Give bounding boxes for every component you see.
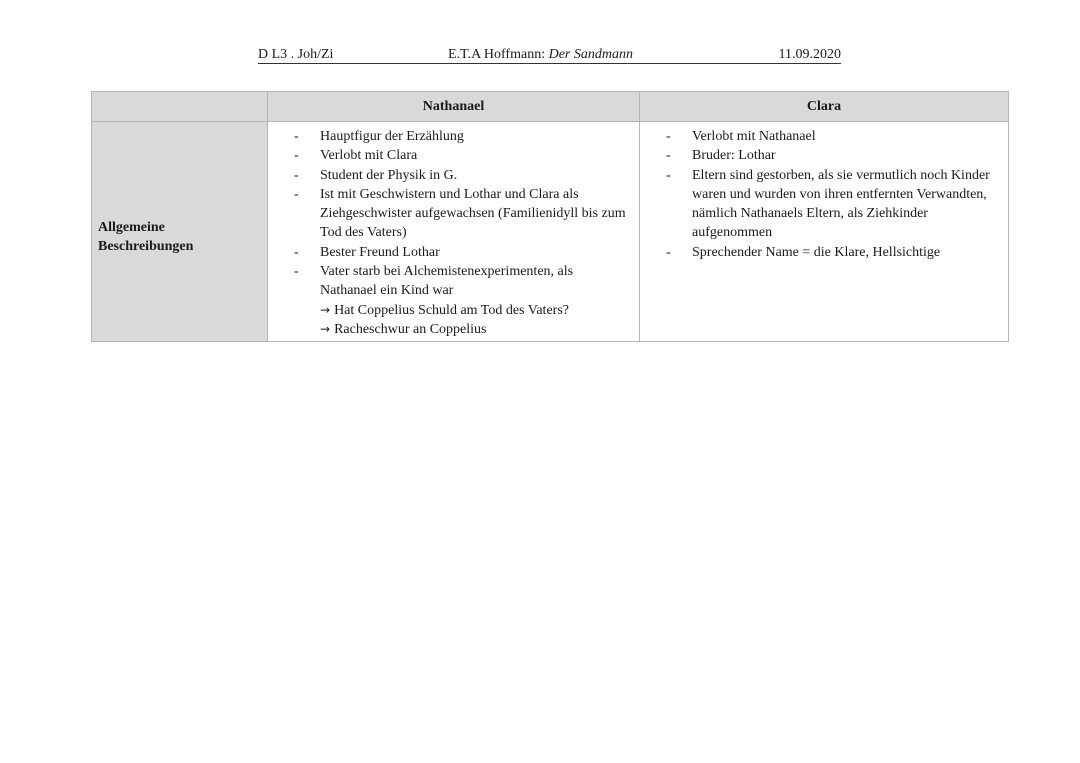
row-label-line: Beschreibungen — [98, 238, 194, 254]
list-item — [274, 127, 633, 146]
bullet-dash: - — [294, 167, 299, 183]
row-label-line: Allgemeine — [98, 219, 165, 235]
list-item-text: Student der Physik in G. — [320, 167, 458, 183]
list-item — [274, 243, 633, 262]
list-item-text: Bester Freund Lothar — [320, 244, 440, 260]
bullet-dash: - — [294, 129, 299, 144]
bullet-dash: - — [666, 129, 671, 144]
bullet-dash: - — [294, 148, 299, 164]
list-item-text: Bruder: Lothar — [692, 148, 776, 164]
list-item — [646, 243, 1002, 262]
list-item — [646, 127, 1002, 146]
author-name: E.T.A Hoffmann: — [448, 47, 546, 62]
bullet-dash: - — [666, 148, 671, 164]
bullet-dash: - — [294, 244, 299, 260]
arrow-item — [274, 320, 633, 339]
list-item-text: Sprechender Name = die Klare, Hellsichtige — [692, 244, 941, 260]
bullet-dash: - — [294, 186, 299, 202]
arrow-item-text: Hat Coppelius Schuld am Tod des Vaters? — [334, 302, 569, 318]
list-item-text: Eltern sind gestorben, als sie vermutlich noch Kinder waren und wurden von ihren entfernten Verwandten, nämlich Nathanaels Eltern, als Ziehkinder aufgenommen — [692, 167, 990, 241]
nathanael-arrow-list — [274, 301, 633, 340]
list-item-text: Verlobt mit Nathanael — [692, 129, 816, 144]
bullet-dash: - — [666, 167, 671, 183]
arrow-item-text: Racheschwur an Coppelius — [334, 321, 487, 337]
nathanael-cell — [268, 122, 640, 342]
clara-list — [646, 127, 1002, 262]
page-header — [258, 46, 841, 64]
list-item — [274, 146, 633, 165]
list-item-text: Ist mit Geschwistern und Lothar und Clara als Ziehgeschwister aufgewachsen (Familienidyll bis zum Tod des Vaters) — [320, 186, 626, 241]
list-item — [274, 166, 633, 185]
list-item — [646, 146, 1002, 165]
list-item — [646, 166, 1002, 243]
arrow-right-icon: → — [320, 302, 331, 317]
list-item — [274, 185, 633, 243]
document-date: 11.09.2020 — [778, 47, 841, 62]
list-item-text: Hauptfigur der Erzählung — [320, 129, 464, 144]
bullet-dash: - — [666, 244, 671, 260]
table-row — [92, 122, 1009, 342]
header-cell-clara: Clara — [640, 92, 1009, 122]
arrow-right-icon: → — [320, 321, 331, 336]
list-item-text: Verlobt mit Clara — [320, 148, 418, 164]
bullet-dash: - — [294, 264, 299, 280]
document-title — [448, 46, 633, 63]
work-title: Der Sandmann — [548, 47, 633, 62]
header-cell-nathanael: Nathanael — [268, 92, 640, 122]
character-table — [91, 91, 1009, 342]
header-cell-empty — [92, 92, 268, 122]
list-item — [274, 262, 633, 301]
row-label-cell — [92, 122, 268, 342]
course-label: D L3 . Joh/Zi — [258, 47, 334, 62]
nathanael-list — [274, 127, 633, 301]
list-item-text: Vater starb bei Alchemistenexperimenten, als Nathanael ein Kind war — [320, 264, 574, 299]
table-header-row — [92, 92, 1009, 122]
arrow-item — [274, 301, 633, 320]
clara-cell — [640, 122, 1009, 342]
